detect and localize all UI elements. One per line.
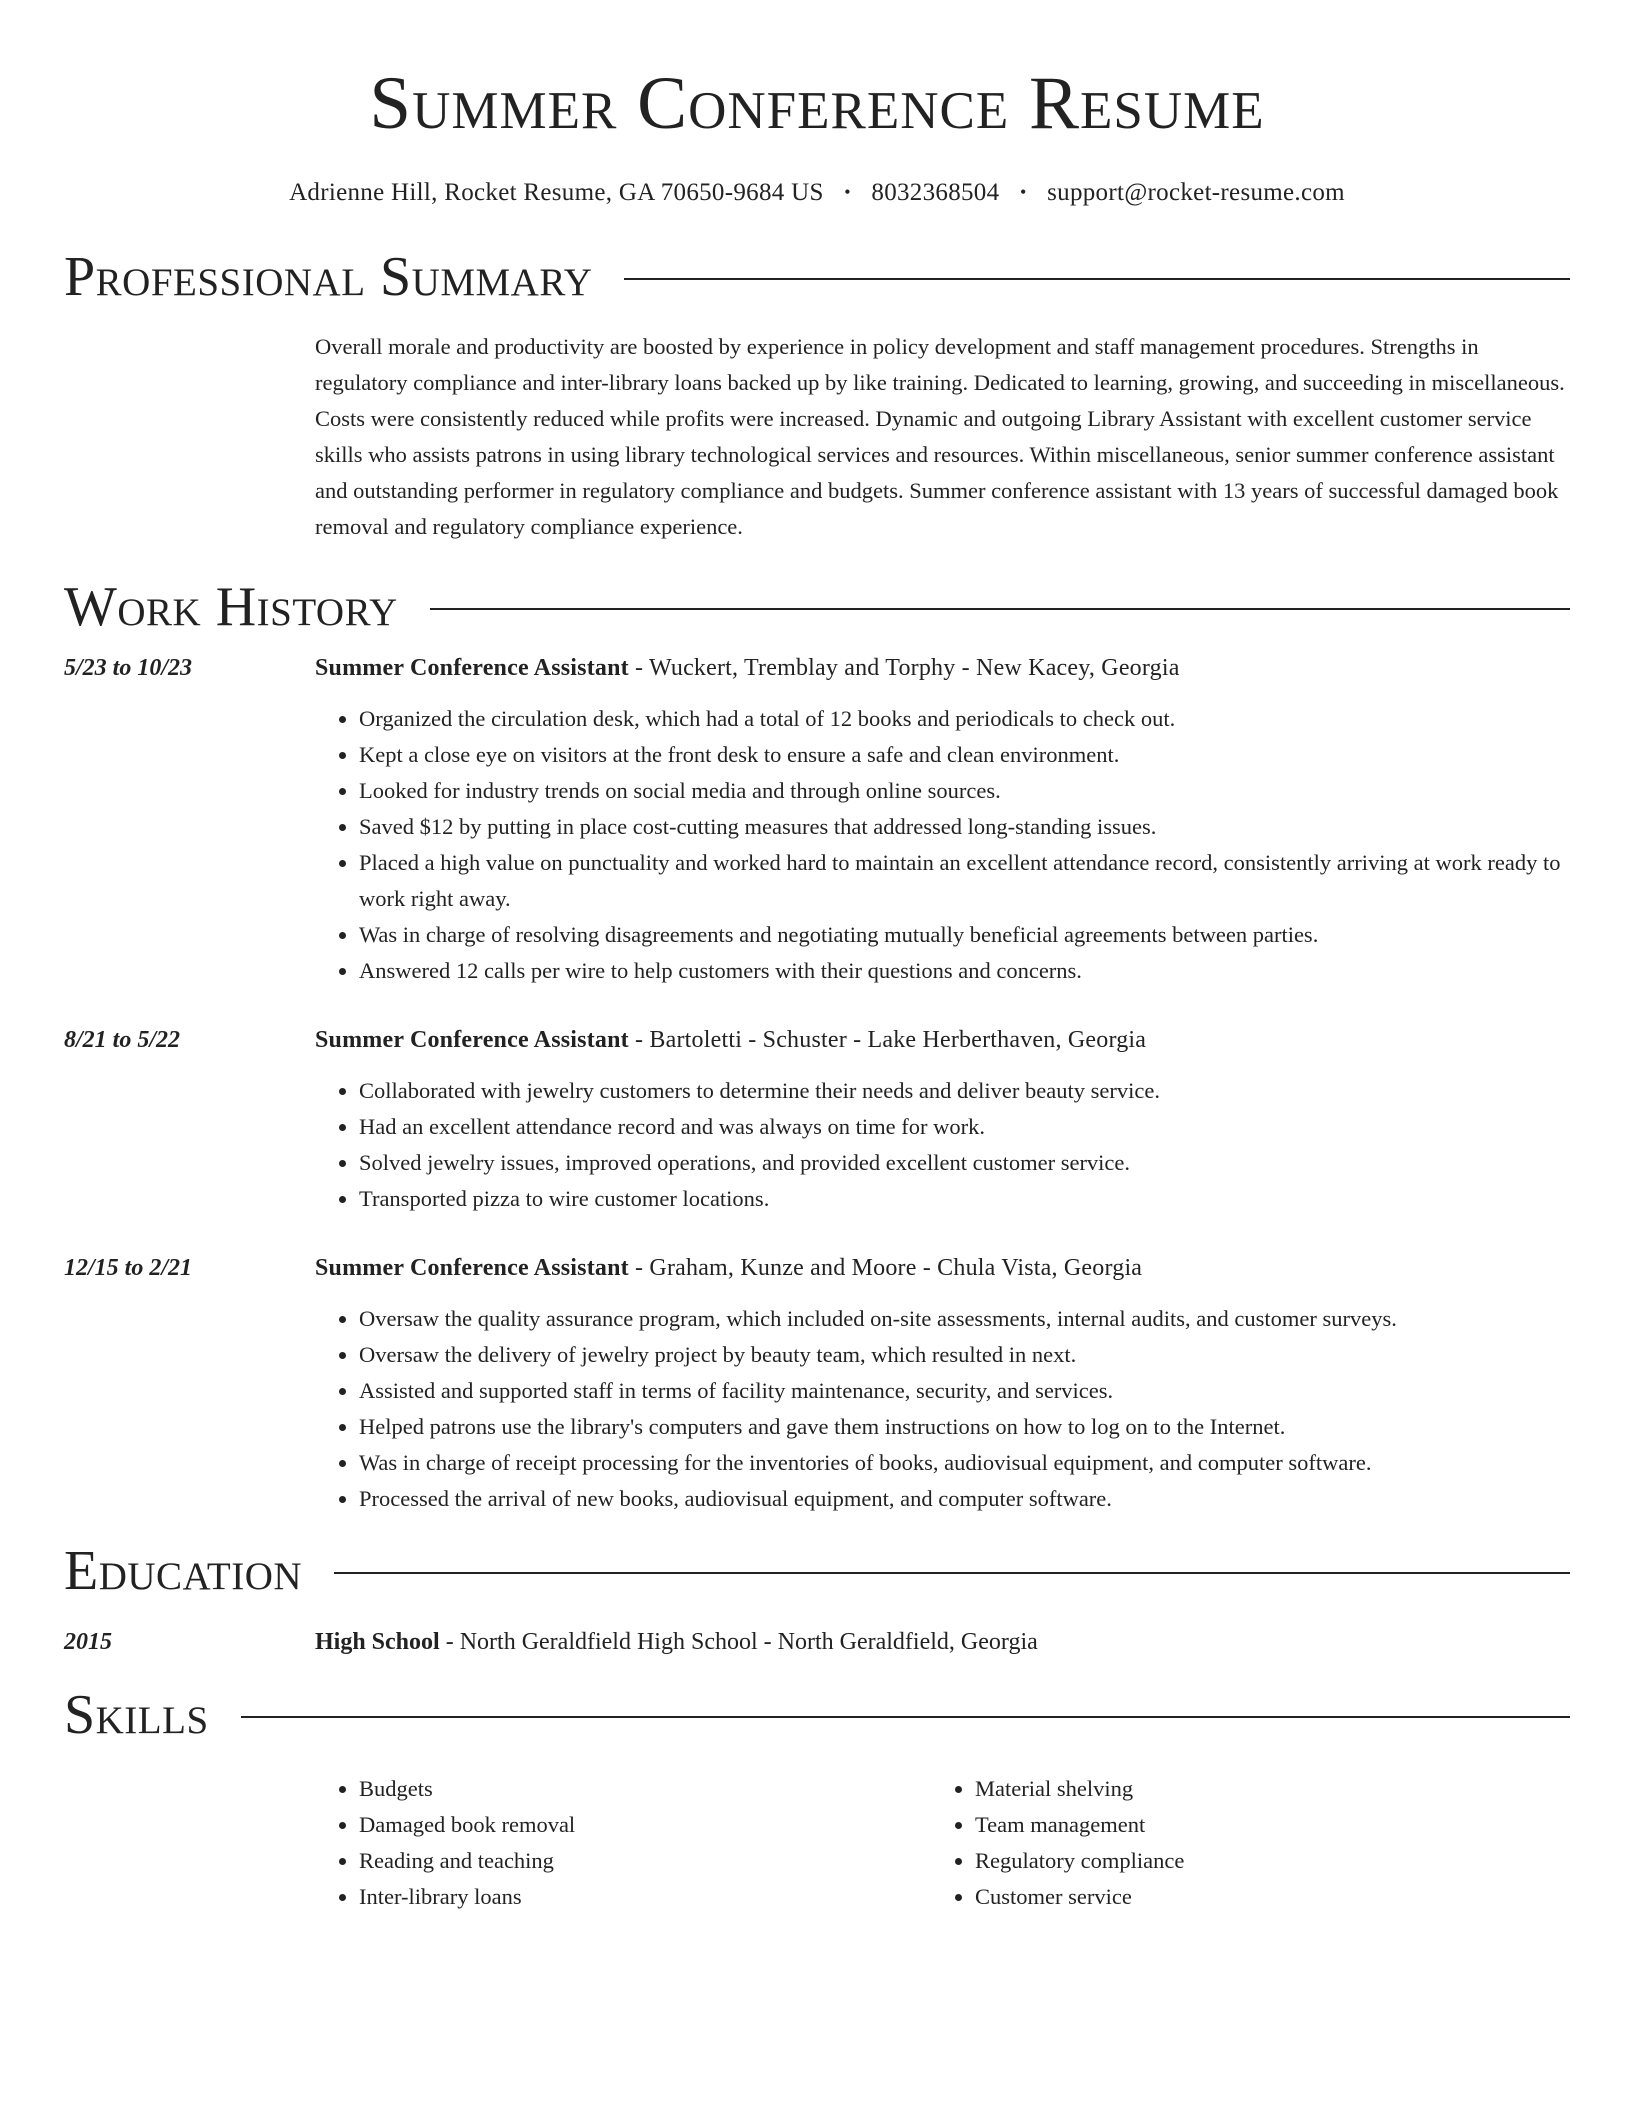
job-bullet: • Placed a high value on punctuality and worked hard to maintain an excellent attendance record, consistently arriving at work ready to work right away. (359, 845, 1570, 917)
section-header-work-history (64, 575, 1570, 639)
contact-phone: 8032368504 (871, 179, 1000, 206)
job-bullet: • Helped patrons use the library's computers and gave them instructions on how to log on to the Internet. (359, 1409, 1570, 1445)
job-bullet: • Kept a close eye on visitors at the front desk to ensure a safe and clean environment. (359, 737, 1570, 773)
job-role: Summer Conference Assistant (315, 1027, 629, 1053)
section-divider (430, 608, 1570, 610)
job-entry (64, 1023, 1570, 1217)
job-dates: 12/15 to 2/21 (64, 1255, 193, 1281)
section-title-skills: Skills (64, 1684, 209, 1746)
education-school-location: - North Geraldfield High School - North Geraldfield, Georgia (439, 1629, 1038, 1655)
job-role: Summer Conference Assistant (315, 655, 629, 681)
job-bullets (315, 1073, 1570, 1217)
job-dates: 5/23 to 10/23 (64, 655, 193, 681)
section-title-education: Education (64, 1540, 303, 1602)
skill-item: • Customer service (975, 1879, 1545, 1915)
job-bullet: • Collaborated with jewelry customers to determine their needs and deliver beauty service. (359, 1073, 1570, 1109)
education-date: 2015 (64, 1629, 112, 1655)
job-bullets (315, 1301, 1570, 1517)
job-employer-location: - Bartoletti - Schuster - Lake Herberthaven, Georgia (628, 1027, 1147, 1053)
skill-item: • Regulatory compliance (975, 1843, 1545, 1879)
job-bullet: • Had an excellent attendance record and was always on time for work. (359, 1109, 1570, 1145)
section-header-skills (64, 1683, 1570, 1747)
education-degree: High School (315, 1629, 440, 1655)
skill-item: • Budgets (359, 1771, 931, 1807)
section-divider (241, 1716, 1570, 1718)
skills-column-right (931, 1771, 1545, 1915)
job-bullet: • Was in charge of receipt processing for the inventories of books, audiovisual equipment, and computer software. (359, 1445, 1570, 1481)
job-bullet: • Oversaw the quality assurance program, which included on-site assessments, internal audits, and customer surveys. (359, 1301, 1570, 1337)
skill-item: • Damaged book removal (359, 1807, 931, 1843)
education-entry (64, 1625, 1570, 1659)
job-dates: 8/21 to 5/22 (64, 1027, 181, 1053)
job-bullet: • Looked for industry trends on social media and through online sources. (359, 773, 1570, 809)
job-bullet: • Answered 12 calls per wire to help customers with their questions and concerns. (359, 953, 1570, 989)
skill-item: • Inter-library loans (359, 1879, 931, 1915)
contact-separator: • (844, 182, 851, 202)
section-header-education (64, 1539, 1570, 1603)
job-bullets (315, 701, 1570, 989)
job-bullet: • Processed the arrival of new books, audiovisual equipment, and computer software. (359, 1481, 1570, 1517)
resume-title: Summer Conference Resume (369, 62, 1265, 145)
education-headline (315, 1625, 1038, 1659)
job-bullet: • Saved $12 by putting in place cost-cutting measures that addressed long-standing issues. (359, 809, 1570, 845)
job-entry (64, 1251, 1570, 1517)
contact-line (64, 176, 1570, 209)
job-employer-location: - Graham, Kunze and Moore - Chula Vista, Georgia (628, 1255, 1143, 1281)
contact-address: Adrienne Hill, Rocket Resume, GA 70650-9684 US (289, 179, 824, 206)
job-bullet: • Solved jewelry issues, improved operations, and provided excellent customer service. (359, 1145, 1570, 1181)
job-bullet: • Organized the circulation desk, which had a total of 12 books and periodicals to check out. (359, 701, 1570, 737)
job-headline (315, 651, 1570, 685)
job-headline (315, 1251, 1570, 1285)
summary-text: Overall morale and productivity are boosted by experience in policy development and staff management procedures. Strengths in regulatory compliance and inter-library loans backed up by like training. Dedicated to learning, growing, and succeeding in miscellaneous. Costs were consistently reduced while profits were increased. Dynamic and outgoing Library Assistant with excellent customer service skills who assists patrons in using library technological services and resources. Within miscellaneous, senior summer conference assistant and outstanding performer in regulatory compliance and budgets. Summer conference assistant with 13 years of successful damaged book removal and regulatory compliance experience. (315, 334, 1565, 539)
contact-email: support@rocket-resume.com (1047, 179, 1345, 206)
skill-item: • Team management (975, 1807, 1545, 1843)
section-header-summary (64, 245, 1570, 309)
job-entry (64, 651, 1570, 989)
skill-item: • Material shelving (975, 1771, 1545, 1807)
section-divider (334, 1572, 1570, 1574)
section-title-summary: Professional Summary (64, 246, 593, 308)
job-role: Summer Conference Assistant (315, 1255, 629, 1281)
section-divider (624, 278, 1570, 280)
job-bullet: • Oversaw the delivery of jewelry project by beauty team, which resulted in next. (359, 1337, 1570, 1373)
job-employer-location: - Wuckert, Tremblay and Torphy - New Kacey, Georgia (628, 655, 1180, 681)
job-bullet: • Was in charge of resolving disagreements and negotiating mutually beneficial agreements between parties. (359, 917, 1570, 953)
job-bullet: • Assisted and supported staff in terms of facility maintenance, security, and services. (359, 1373, 1570, 1409)
resume-page (64, 0, 1570, 1915)
skills-list (315, 1771, 1570, 1915)
contact-separator: • (1019, 182, 1027, 202)
section-title-work-history: Work History (64, 576, 398, 638)
job-headline (315, 1023, 1570, 1057)
skills-column-left (315, 1771, 931, 1915)
skill-item: • Reading and teaching (359, 1843, 931, 1879)
job-bullet: • Transported pizza to wire customer locations. (359, 1181, 1570, 1217)
